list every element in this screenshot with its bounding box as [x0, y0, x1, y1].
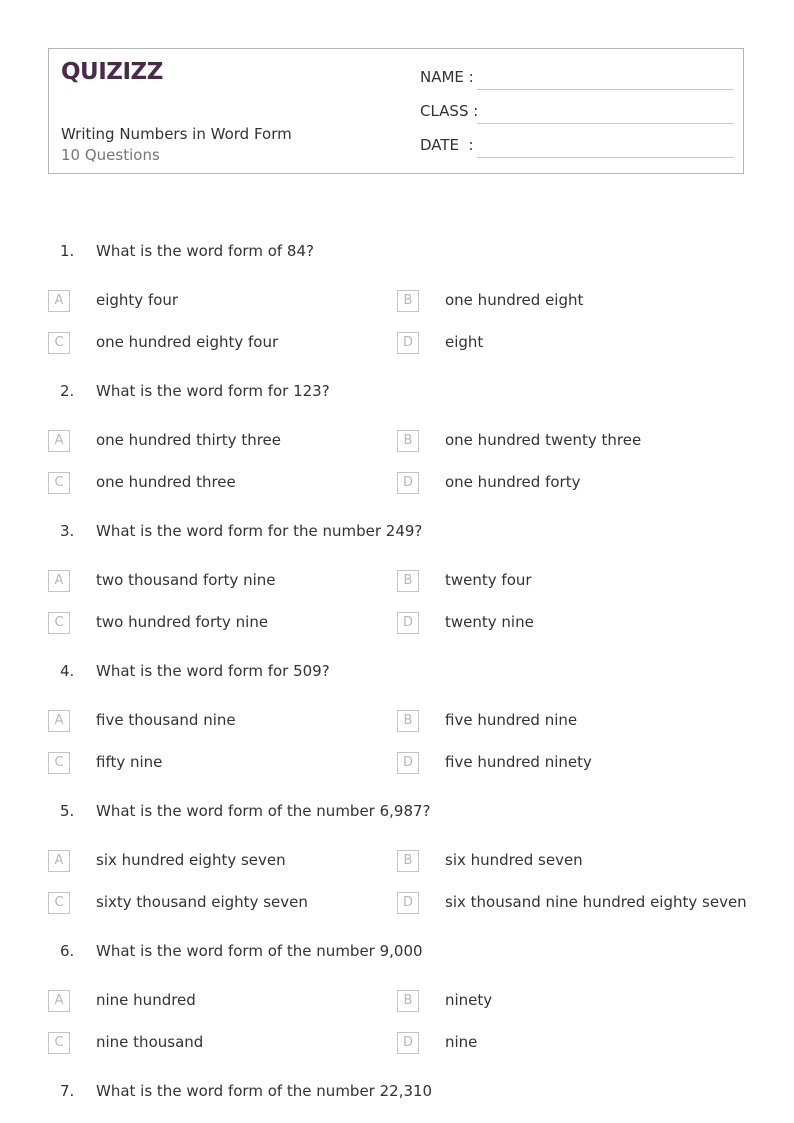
option-letter-box[interactable]: D: [397, 892, 419, 914]
option-letter-box[interactable]: B: [397, 850, 419, 872]
option-text: five hundred ninety: [445, 753, 592, 771]
option-letter-box[interactable]: B: [397, 570, 419, 592]
quizizz-logo: QUIZIZZ: [61, 59, 163, 85]
option-text: two thousand forty nine: [96, 571, 276, 589]
question-count: 10 Questions: [61, 146, 160, 164]
option-text: twenty four: [445, 571, 532, 589]
question-number: 2.: [60, 382, 75, 400]
option-text: six thousand nine hundred eighty seven: [445, 893, 747, 911]
class-label: CLASS :: [420, 102, 479, 120]
option-letter-box[interactable]: A: [48, 570, 70, 592]
option-text: nine hundred: [96, 991, 196, 1009]
option-letter-box[interactable]: A: [48, 710, 70, 732]
option-letter-box[interactable]: D: [397, 332, 419, 354]
option-text: one hundred twenty three: [445, 431, 642, 449]
option-text: eight: [445, 333, 484, 351]
option-letter-box[interactable]: B: [397, 710, 419, 732]
name-label: NAME :: [420, 68, 474, 86]
option-text: six hundred seven: [445, 851, 583, 869]
option-text: six hundred eighty seven: [96, 851, 286, 869]
worksheet-header: [48, 48, 744, 174]
option-letter-box[interactable]: C: [48, 472, 70, 494]
option-letter-box[interactable]: D: [397, 612, 419, 634]
question-text: What is the word form for 509?: [96, 662, 330, 680]
option-letter-box[interactable]: A: [48, 290, 70, 312]
option-text: two hundred forty nine: [96, 613, 269, 631]
question-text: What is the word form for 123?: [96, 382, 330, 400]
option-letter-box[interactable]: A: [48, 990, 70, 1012]
question-number: 5.: [60, 802, 75, 820]
option-letter-box[interactable]: D: [397, 1032, 419, 1054]
option-letter-box[interactable]: C: [48, 892, 70, 914]
option-text: ninety: [445, 991, 493, 1009]
question-text: What is the word form of the number 22,310: [96, 1082, 433, 1100]
option-text: one hundred eighty four: [96, 333, 279, 351]
option-text: one hundred forty: [445, 473, 581, 491]
option-letter-box[interactable]: D: [397, 752, 419, 774]
name-line[interactable]: [477, 89, 734, 90]
class-field[interactable]: [420, 102, 734, 124]
option-letter-box[interactable]: C: [48, 612, 70, 634]
class-line[interactable]: [477, 123, 734, 124]
option-letter-box[interactable]: A: [48, 430, 70, 452]
question-text: What is the word form of 84?: [96, 242, 314, 260]
question-text: What is the word form for the number 249?: [96, 522, 423, 540]
option-letter-box[interactable]: C: [48, 332, 70, 354]
question-text: What is the word form of the number 6,987?: [96, 802, 431, 820]
option-text: nine: [445, 1033, 478, 1051]
option-text: five hundred nine: [445, 711, 578, 729]
option-letter-box[interactable]: A: [48, 850, 70, 872]
option-letter-box[interactable]: D: [397, 472, 419, 494]
option-text: one hundred thirty three: [96, 431, 282, 449]
date-field[interactable]: [420, 136, 734, 158]
question-text: What is the word form of the number 9,000: [96, 942, 423, 960]
option-text: five thousand nine: [96, 711, 236, 729]
option-letter-box[interactable]: C: [48, 1032, 70, 1054]
option-text: sixty thousand eighty seven: [96, 893, 308, 911]
name-field[interactable]: [420, 68, 734, 90]
question-number: 7.: [60, 1082, 75, 1100]
option-letter-box[interactable]: B: [397, 990, 419, 1012]
question-number: 4.: [60, 662, 75, 680]
question-number: 3.: [60, 522, 75, 540]
date-line[interactable]: [477, 157, 734, 158]
worksheet-title: Writing Numbers in Word Form: [61, 125, 292, 143]
option-text: one hundred three: [96, 473, 236, 491]
option-text: eighty four: [96, 291, 179, 309]
option-letter-box[interactable]: B: [397, 290, 419, 312]
option-letter-box[interactable]: B: [397, 430, 419, 452]
option-text: one hundred eight: [445, 291, 584, 309]
option-text: twenty nine: [445, 613, 534, 631]
option-text: nine thousand: [96, 1033, 204, 1051]
date-label: DATE :: [420, 136, 474, 154]
option-letter-box[interactable]: C: [48, 752, 70, 774]
question-number: 1.: [60, 242, 75, 260]
question-number: 6.: [60, 942, 75, 960]
option-text: fifty nine: [96, 753, 163, 771]
